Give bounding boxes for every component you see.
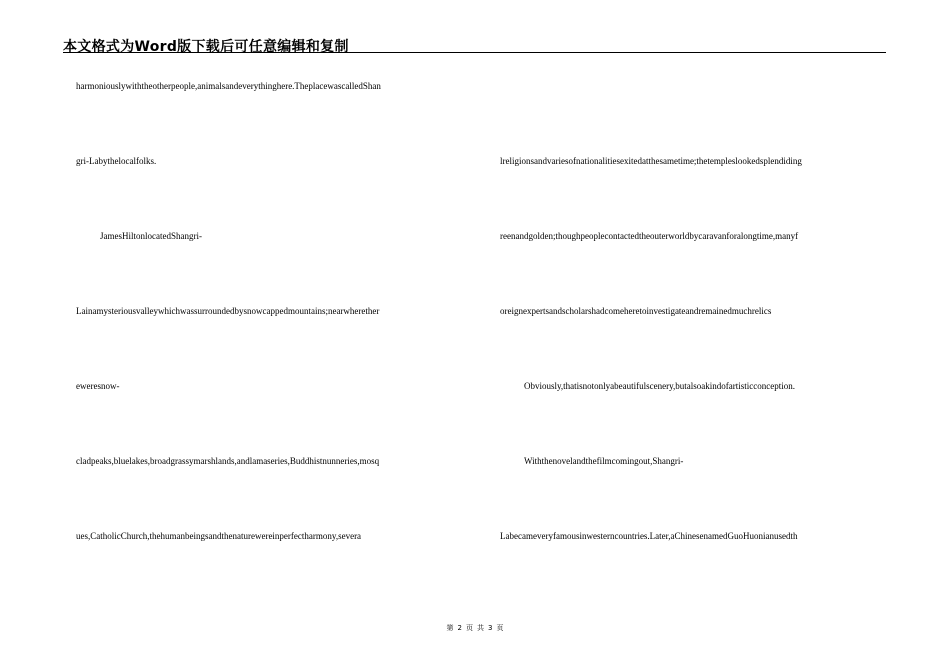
body-text-line: eweresnow- <box>76 381 120 391</box>
footer-prefix: 第 <box>446 624 454 632</box>
footer-page-word: 页 <box>466 624 473 632</box>
document-header-title: 本文格式为Word版下载后可任意编辑和复制 <box>63 39 349 55</box>
page-footer <box>0 623 950 633</box>
body-text-line: Labecameveryfamousinwesterncountries.Later,aChinesenamedGuoHuonianusedth <box>500 531 798 541</box>
footer-suffix: 页 <box>496 624 504 632</box>
body-text-line: Withthenovelandthefilmcomingout,Shangri- <box>524 456 684 466</box>
body-text-line: cladpeaks,bluelakes,broadgrassymarshlands,andlamaseries,Buddhistnunneries,mosq <box>76 456 380 466</box>
body-text-line: oreignexpertsandscholarshadcomeheretoinvestigateandremainedmuchrelics <box>500 306 772 316</box>
body-text-line: harmoniouslywiththeotherpeople,animalsandeverythinghere.TheplacewascalledShan <box>76 81 381 91</box>
header-divider <box>63 52 886 53</box>
body-text-line: gri-Labythelocalfolks. <box>76 156 157 166</box>
footer-total-prefix: 共 <box>477 624 484 632</box>
body-text-line: Lainamysteriousvalleywhichwassurroundedbysnowcappedmountains;nearwherether <box>76 306 380 316</box>
body-text-line: Obviously,thatisnotonlyabeautifulscenery,butalsoakindofartisticconception. <box>524 381 796 391</box>
body-text-line: ues,CatholicChurch,thehumanbeingsandthenaturewereinperfectharmony,severa <box>76 531 362 541</box>
total-page-count: 3 <box>488 624 493 632</box>
body-text-line: lreligionsandvariesofnationalitiesexitedatthesametime;thetempleslookedsplendiding <box>500 156 802 166</box>
current-page-number: 2 <box>457 624 462 632</box>
body-text-line: JamesHiltonlocatedShangri- <box>100 231 202 241</box>
body-text-line: reenandgolden;thoughpeoplecontactedtheouterworldbycaravanforalongtime,manyf <box>500 231 799 241</box>
